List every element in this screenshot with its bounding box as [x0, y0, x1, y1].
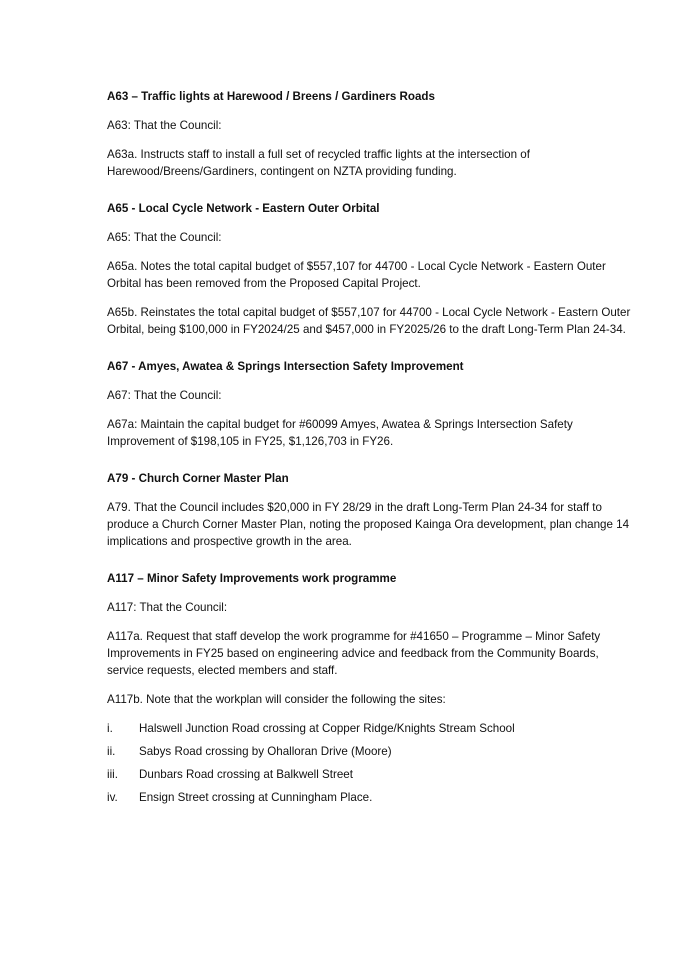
- section-a65: [107, 200, 632, 338]
- list-item-text: Halswell Junction Road crossing at Copper Ridge/Knights Stream School: [139, 722, 515, 735]
- section-a117: [107, 570, 632, 806]
- paragraph: A65b. Reinstates the total capital budget of $557,107 for 44700 - Local Cycle Network - Eastern Outer Orbital, being $100,000 in FY2024/25 and $457,000 in FY2025/26 to the draft Long-Term Plan 24-34.: [107, 306, 631, 336]
- list-marker: iv.: [107, 791, 118, 804]
- list-item: [107, 743, 632, 760]
- paragraph: A67: That the Council:: [107, 389, 222, 402]
- list-marker: i.: [107, 722, 113, 735]
- document-body: [107, 88, 632, 812]
- section-heading: A65 - Local Cycle Network - Eastern Outer Orbital: [107, 202, 380, 215]
- section-a67: [107, 358, 632, 450]
- section-heading: A63 – Traffic lights at Harewood / Breens / Gardiners Roads: [107, 90, 435, 103]
- paragraph: A117b. Note that the workplan will consider the following the sites:: [107, 693, 446, 706]
- paragraph: A79. That the Council includes $20,000 in FY 28/29 in the draft Long-Term Plan 24-34 for staff to produce a Church Corner Master Plan, noting the proposed Kainga Ora development, plan change 14 implications and prospective growth in the area.: [107, 501, 630, 548]
- list-item: [107, 766, 632, 783]
- paragraph: A63a. Instructs staff to install a full set of recycled traffic lights at the intersection of Harewood/Breens/Gardiners, contingent on NZTA providing funding.: [107, 148, 530, 178]
- list-item: [107, 789, 632, 806]
- section-a79: [107, 470, 632, 550]
- paragraph: A67a: Maintain the capital budget for #60099 Amyes, Awatea & Springs Intersection Safety Improvement of $198,105 in FY25, $1,126,703 in FY26.: [107, 418, 573, 448]
- paragraph: A65a. Notes the total capital budget of $557,107 for 44700 - Local Cycle Network - Eastern Outer Orbital has been removed from the Proposed Capital Project.: [107, 260, 606, 290]
- section-heading: A67 - Amyes, Awatea & Springs Intersection Safety Improvement: [107, 360, 464, 373]
- paragraph: A65: That the Council:: [107, 231, 222, 244]
- list-item-text: Ensign Street crossing at Cunningham Place.: [139, 791, 373, 804]
- paragraph: A117a. Request that staff develop the work programme for #41650 – Programme – Minor Safety Improvements in FY25 based on engineering advice and feedback from the Community Boards, service requests, elected members and staff.: [107, 630, 601, 677]
- section-a63: [107, 88, 632, 180]
- sites-list: [107, 720, 632, 806]
- paragraph: A63: That the Council:: [107, 119, 222, 132]
- paragraph: A117: That the Council:: [107, 601, 228, 614]
- section-heading: A79 - Church Corner Master Plan: [107, 472, 289, 485]
- section-heading: A117 – Minor Safety Improvements work programme: [107, 572, 397, 585]
- list-marker: iii.: [107, 768, 118, 781]
- list-item-text: Sabys Road crossing by Ohalloran Drive (Moore): [139, 745, 392, 758]
- list-marker: ii.: [107, 745, 116, 758]
- list-item-text: Dunbars Road crossing at Balkwell Street: [139, 768, 353, 781]
- list-item: [107, 720, 632, 737]
